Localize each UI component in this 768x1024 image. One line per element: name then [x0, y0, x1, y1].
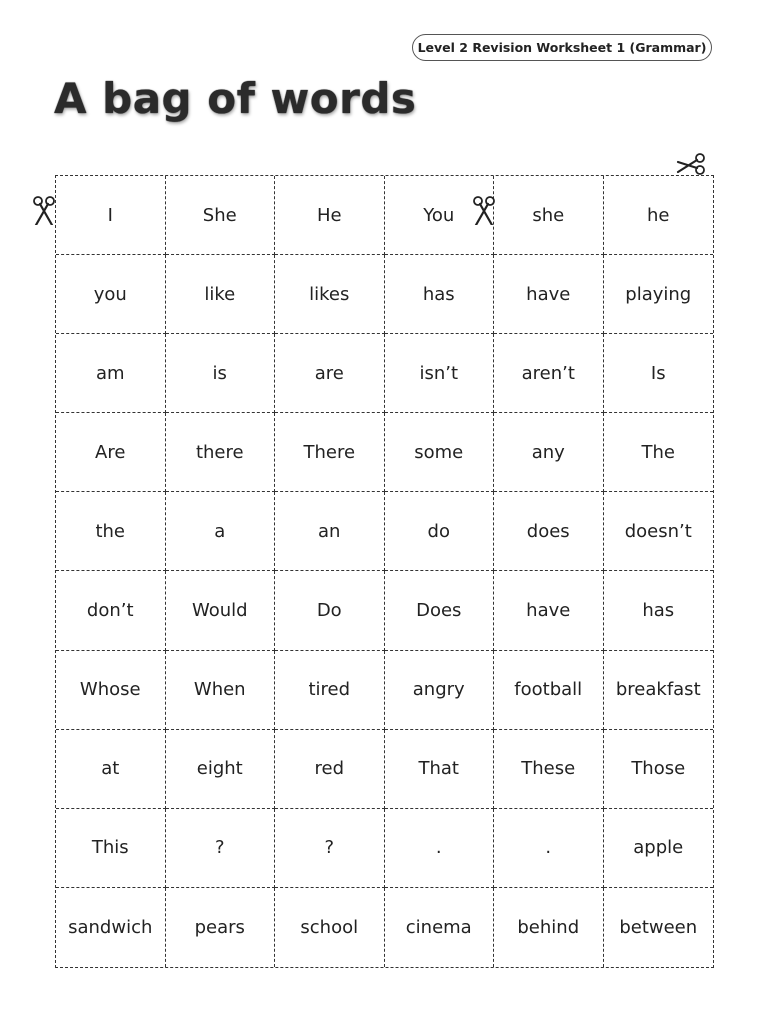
word-card: does — [494, 492, 604, 571]
word-card: You — [385, 176, 495, 255]
word-card: you — [56, 255, 166, 334]
word-card: ? — [166, 809, 276, 888]
word-card: Whose — [56, 651, 166, 730]
word-card: some — [385, 413, 495, 492]
word-card: isn’t — [385, 334, 495, 413]
word-card: apple — [604, 809, 714, 888]
page-title: A bag of words — [54, 74, 417, 123]
word-card: doesn’t — [604, 492, 714, 571]
word-card: When — [166, 651, 276, 730]
word-card: don’t — [56, 571, 166, 650]
word-card: are — [275, 334, 385, 413]
word-card: she — [494, 176, 604, 255]
word-card: has — [385, 255, 495, 334]
scissors-icon — [676, 150, 706, 180]
word-card: Would — [166, 571, 276, 650]
word-card: That — [385, 730, 495, 809]
word-card: Does — [385, 571, 495, 650]
word-card: playing — [604, 255, 714, 334]
word-card: any — [494, 413, 604, 492]
word-card: likes — [275, 255, 385, 334]
word-card: He — [275, 176, 385, 255]
worksheet-label: Level 2 Revision Worksheet 1 (Grammar) — [412, 34, 712, 61]
word-card: ? — [275, 809, 385, 888]
word-card: a — [166, 492, 276, 571]
word-card: There — [275, 413, 385, 492]
word-card: cinema — [385, 888, 495, 967]
word-card: like — [166, 255, 276, 334]
word-card: football — [494, 651, 604, 730]
word-card: angry — [385, 651, 495, 730]
word-card: tired — [275, 651, 385, 730]
word-card-grid — [55, 175, 714, 968]
word-card: This — [56, 809, 166, 888]
word-card: between — [619, 916, 698, 938]
word-card: have — [494, 571, 604, 650]
word-card: am — [56, 334, 166, 413]
word-card: he — [604, 176, 714, 255]
word-card: The — [604, 413, 714, 492]
word-card: have — [494, 255, 604, 334]
word-card: Is — [604, 334, 714, 413]
word-card: the — [56, 492, 166, 571]
word-card: there — [166, 413, 276, 492]
word-card: do — [385, 492, 495, 571]
word-card: eight — [166, 730, 276, 809]
word-card: an — [275, 492, 385, 571]
word-card: breakfast — [604, 651, 714, 730]
word-card: I — [56, 176, 166, 255]
word-card: She — [166, 176, 276, 255]
word-card: pears — [166, 888, 276, 967]
word-card: . — [494, 809, 604, 888]
word-card: school — [275, 888, 385, 967]
word-card: These — [494, 730, 604, 809]
word-card: at — [56, 730, 166, 809]
word-card: Those — [604, 730, 714, 809]
scissors-icon — [470, 195, 500, 225]
word-card: red — [275, 730, 385, 809]
word-card: sandwich — [56, 888, 166, 967]
scissors-icon — [30, 195, 60, 225]
word-card: Do — [275, 571, 385, 650]
word-card: behind — [494, 888, 604, 967]
word-card: is — [166, 334, 276, 413]
word-card: aren’t — [494, 334, 604, 413]
word-card: Are — [56, 413, 166, 492]
word-card: has — [604, 571, 714, 650]
word-card: . — [385, 809, 495, 888]
